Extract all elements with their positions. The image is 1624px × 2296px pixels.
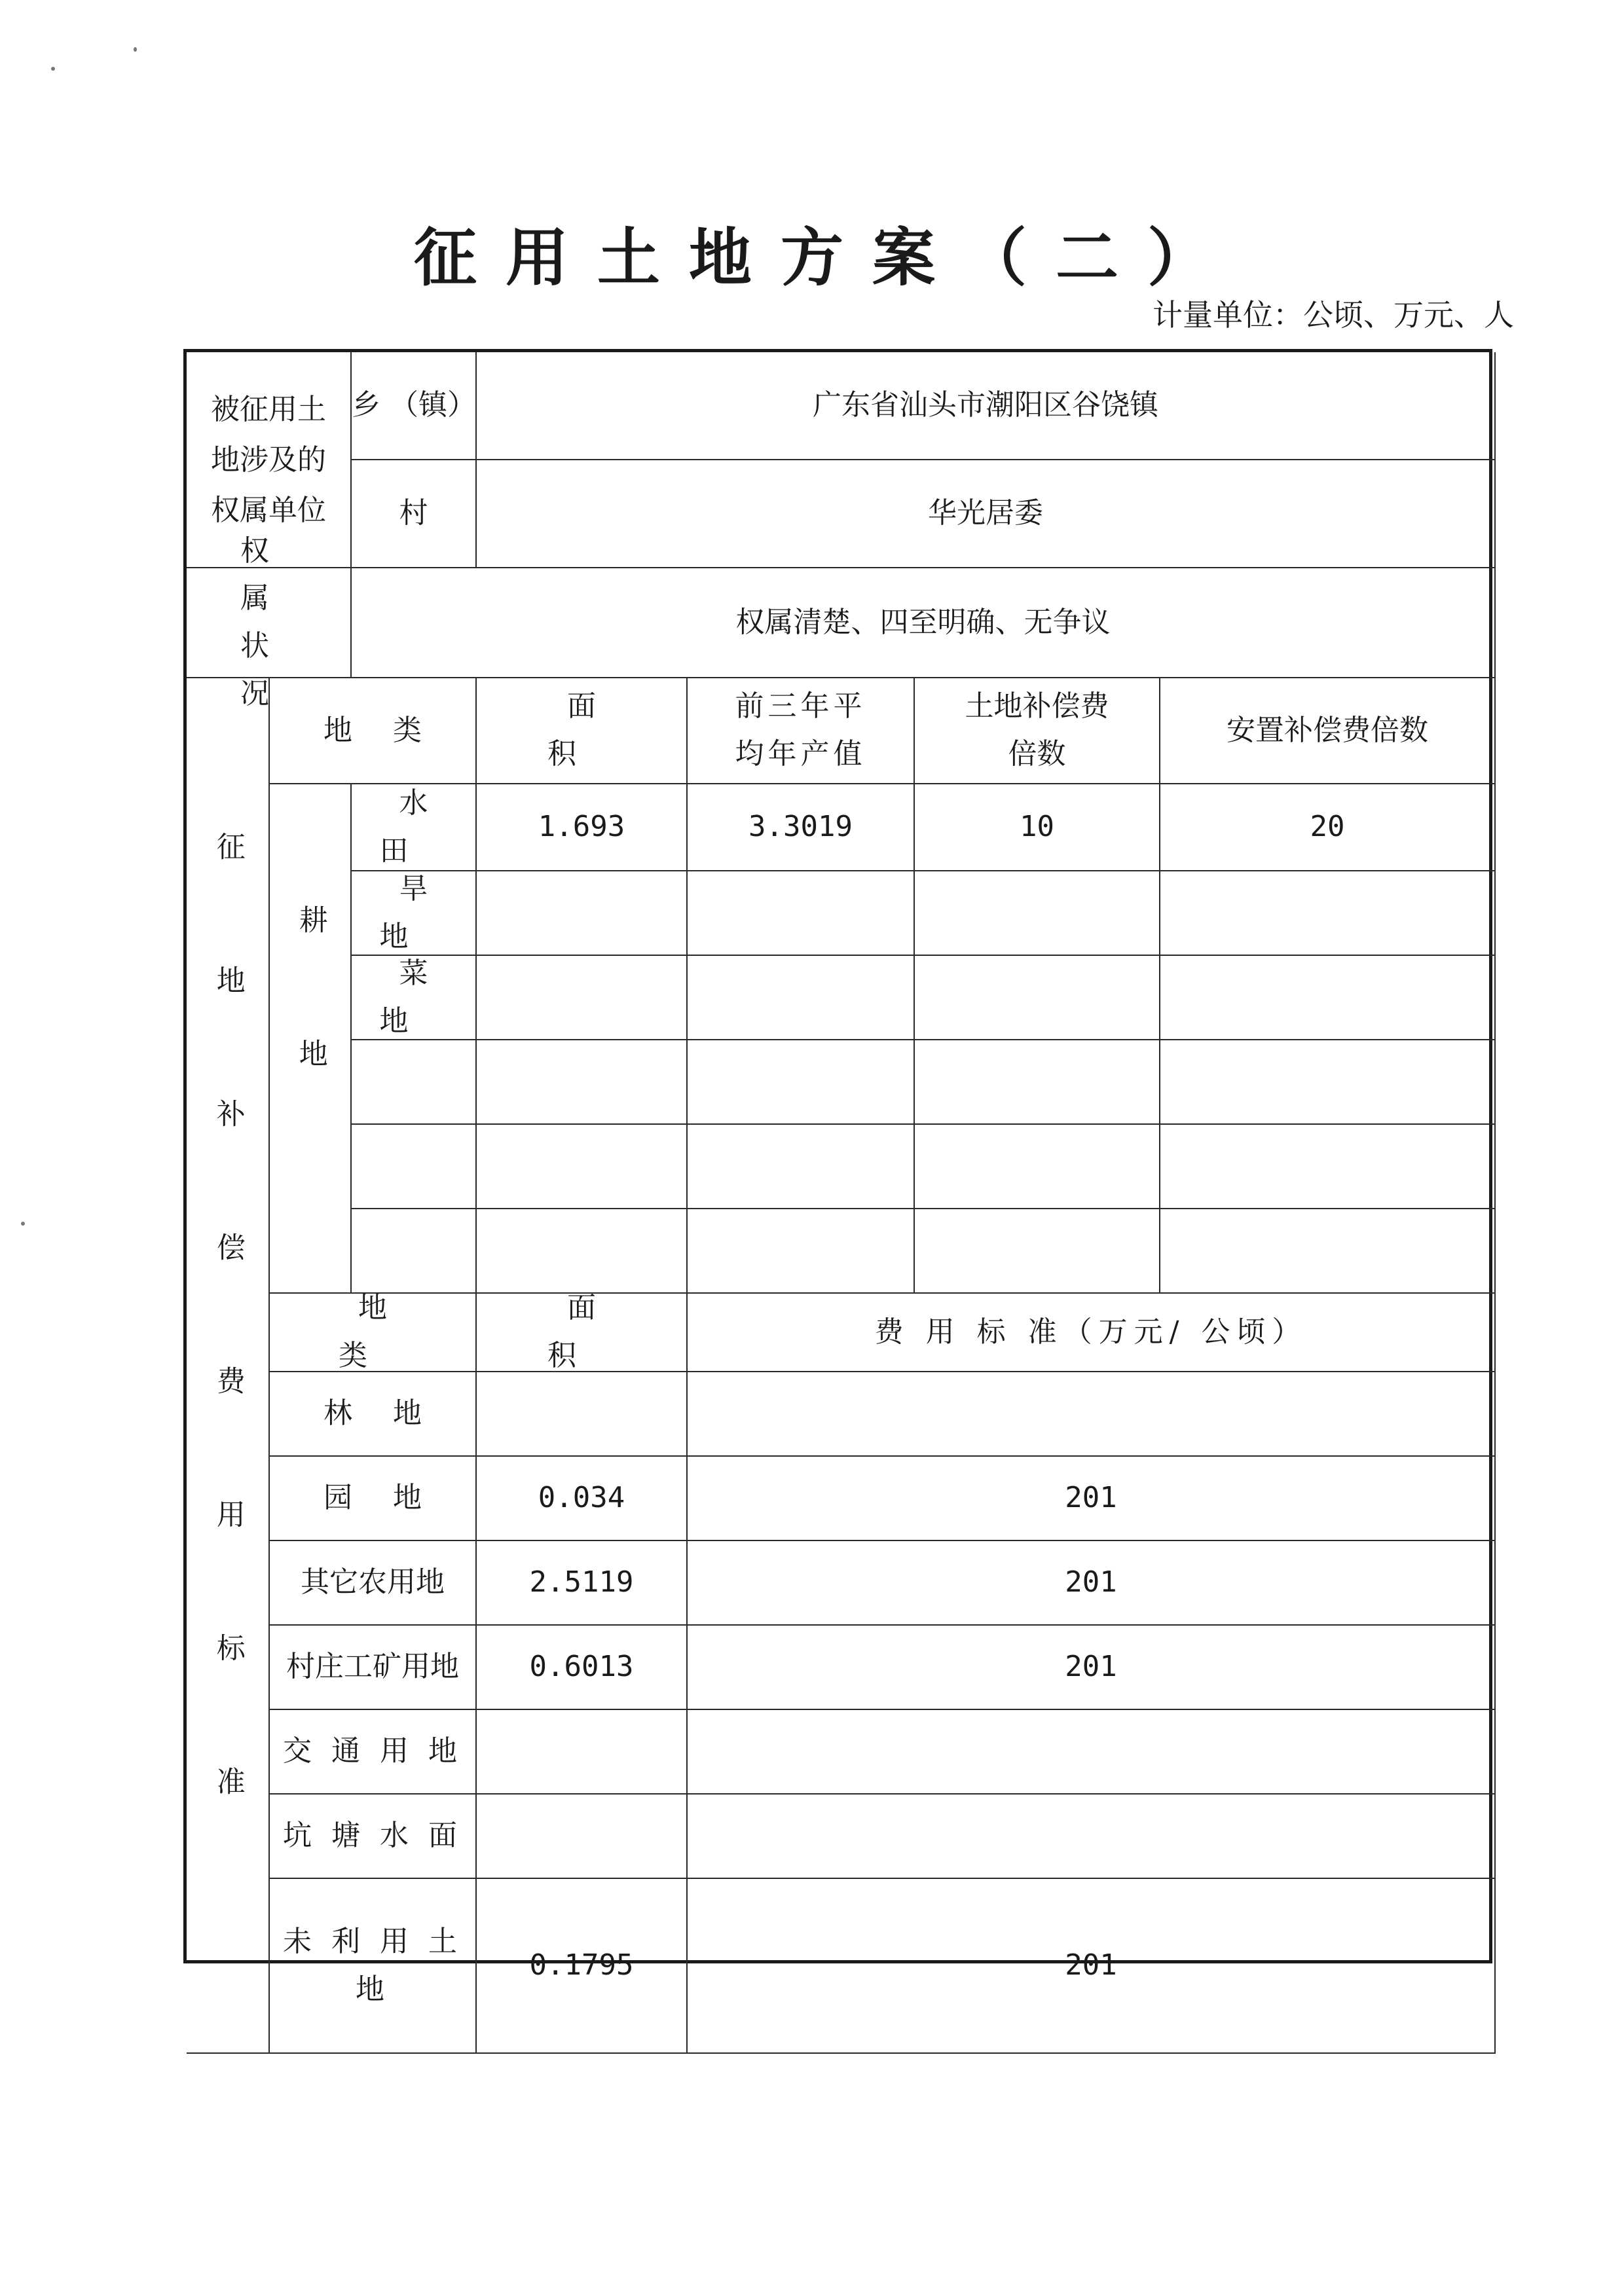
unit-note: 计量单位：公顷、万元、人 bbox=[1153, 297, 1514, 333]
cultivated-row-resettle-multiple bbox=[1160, 1040, 1496, 1125]
cultivated-row-avg-output bbox=[688, 1209, 915, 1294]
cultivated-row-area bbox=[477, 1040, 688, 1125]
other-row-standard: 201 bbox=[688, 1541, 1496, 1626]
other-row-standard: 201 bbox=[688, 1879, 1496, 2054]
ownership-status-value: 权属清楚、四至明确、无争议 bbox=[352, 568, 1496, 678]
cultivated-row-area bbox=[477, 1125, 688, 1209]
other-row-area: 2.5119 bbox=[477, 1541, 688, 1626]
header-avg-output: 前三年平均年产值 bbox=[688, 678, 915, 784]
other-row-standard bbox=[688, 1710, 1496, 1795]
other-row-area: 0.1795 bbox=[477, 1879, 688, 2054]
scan-speck bbox=[51, 67, 55, 71]
cultivated-row-land-multiple: 10 bbox=[915, 784, 1160, 871]
other-row-area bbox=[477, 1372, 688, 1457]
other-row-type: 园 地 bbox=[270, 1457, 477, 1541]
document-title: 征用土地方案（二） bbox=[414, 221, 1239, 295]
town-label: 乡 （镇） bbox=[352, 352, 477, 460]
cultivated-row-land-multiple bbox=[915, 871, 1160, 956]
cultivated-row-area bbox=[477, 1209, 688, 1294]
other-header-land-type: 地 类 bbox=[270, 1294, 477, 1372]
other-row-standard bbox=[688, 1372, 1496, 1457]
scan-speck bbox=[21, 1222, 25, 1226]
cultivated-row-type: 菜 地 bbox=[352, 956, 477, 1040]
other-row-area bbox=[477, 1795, 688, 1879]
cultivated-row-avg-output bbox=[688, 871, 915, 956]
cultivated-row-resettle-multiple bbox=[1160, 1209, 1496, 1294]
cultivated-row-type bbox=[352, 1125, 477, 1209]
cultivated-row-resettle-multiple: 20 bbox=[1160, 784, 1496, 871]
other-row-type: 交 通 用 地 bbox=[270, 1710, 477, 1795]
other-row-area: 0.034 bbox=[477, 1457, 688, 1541]
header-area: 面 积 bbox=[477, 678, 688, 784]
other-row-type: 其它农用地 bbox=[270, 1541, 477, 1626]
other-row-type: 未 利 用 土 地 bbox=[270, 1879, 477, 2054]
other-header-standard: 费 用 标 准（万元/ 公顷） bbox=[688, 1294, 1496, 1372]
cultivated-row-area: 1.693 bbox=[477, 784, 688, 871]
other-row-type: 村庄工矿用地 bbox=[270, 1626, 477, 1710]
cultivated-row-avg-output bbox=[688, 956, 915, 1040]
cultivated-row-land-multiple bbox=[915, 956, 1160, 1040]
cultivated-row-avg-output bbox=[688, 1040, 915, 1125]
cultivated-row-type: 水 田 bbox=[352, 784, 477, 871]
compensation-section-label: 征地补偿费用标准 bbox=[187, 678, 270, 2054]
cultivated-row-land-multiple bbox=[915, 1125, 1160, 1209]
cultivated-row-avg-output: 3.3019 bbox=[688, 784, 915, 871]
cultivated-row-type bbox=[352, 1040, 477, 1125]
header-land-type: 地 类 bbox=[270, 678, 477, 784]
cultivated-row-resettle-multiple bbox=[1160, 956, 1496, 1040]
village-value: 华光居委 bbox=[477, 460, 1496, 568]
land-acquisition-table bbox=[183, 349, 1492, 2006]
other-row-standard bbox=[688, 1795, 1496, 1879]
header-land-multiple: 土地补偿费倍数 bbox=[915, 678, 1160, 784]
other-row-area bbox=[477, 1710, 688, 1795]
cultivated-row-resettle-multiple bbox=[1160, 871, 1496, 956]
other-row-type: 林 地 bbox=[270, 1372, 477, 1457]
cultivated-row-land-multiple bbox=[915, 1209, 1160, 1294]
cultivated-row-resettle-multiple bbox=[1160, 1125, 1496, 1209]
other-row-standard: 201 bbox=[688, 1626, 1496, 1710]
other-row-area: 0.6013 bbox=[477, 1626, 688, 1710]
cultivated-row-avg-output bbox=[688, 1125, 915, 1209]
ownership-status-label: 权属状况 bbox=[187, 568, 352, 678]
scan-speck bbox=[134, 47, 137, 52]
cultivated-row-land-multiple bbox=[915, 1040, 1160, 1125]
cultivated-group-label: 耕地 bbox=[270, 784, 352, 1294]
town-value: 广东省汕头市潮阳区谷饶镇 bbox=[477, 352, 1496, 460]
header-resettle-multiple: 安置补偿费倍数 bbox=[1160, 678, 1496, 784]
cultivated-row-type bbox=[352, 1209, 477, 1294]
village-label: 村 bbox=[352, 460, 477, 568]
cultivated-row-type: 旱 地 bbox=[352, 871, 477, 956]
other-row-standard: 201 bbox=[688, 1457, 1496, 1541]
cultivated-row-area bbox=[477, 871, 688, 956]
ownership-units-label: 被征用土地涉及的权属单位 bbox=[187, 352, 352, 568]
other-header-area: 面 积 bbox=[477, 1294, 688, 1372]
cultivated-row-area bbox=[477, 956, 688, 1040]
other-row-type: 坑 塘 水 面 bbox=[270, 1795, 477, 1879]
